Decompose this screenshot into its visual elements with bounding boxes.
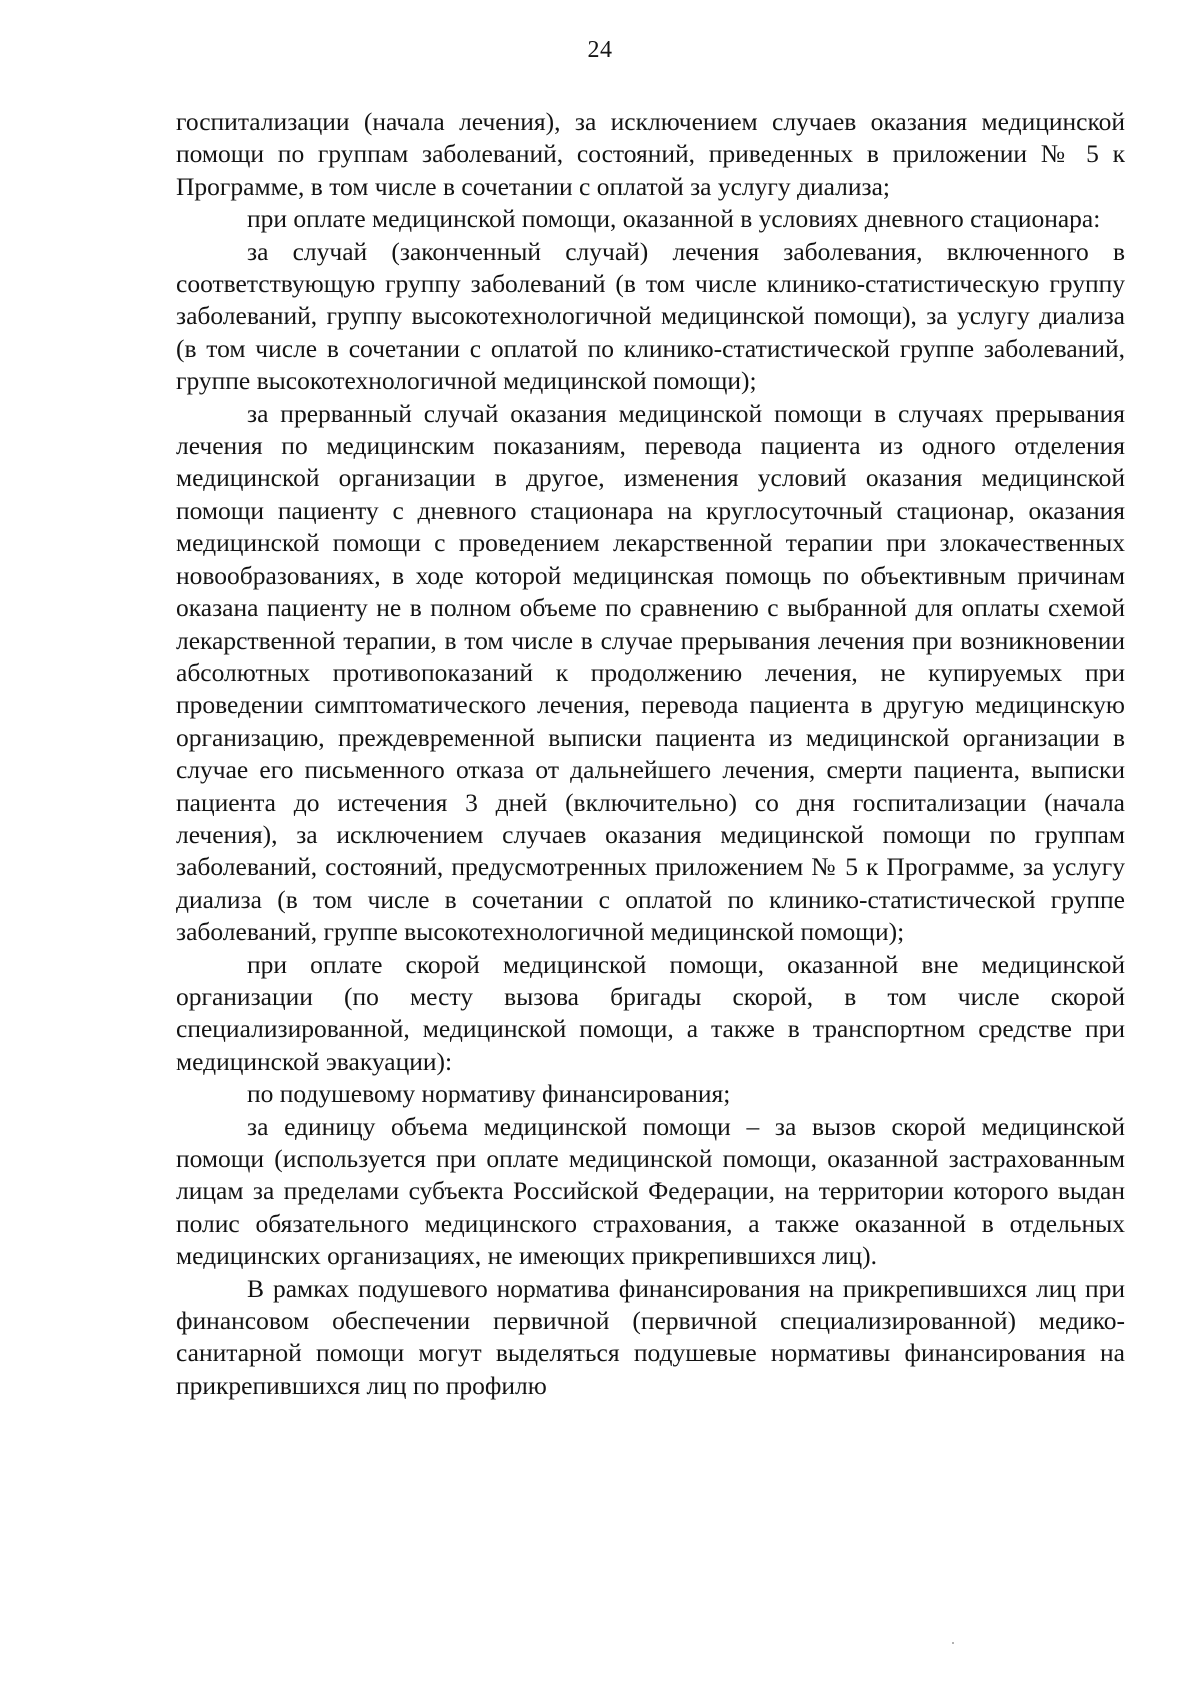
paragraph-per-capita-framework: В рамках подушевого норматива финансирования на прикрепившихся лиц при финансовом обеспечении первичной (первичной специализированной) медико-санитарной помощи могут выделяться подушевые нормативы финансирования на прикрепившихся лиц по профилю [176, 1273, 1125, 1400]
paragraph-emergency-care-payment: при оплате скорой медицинской помощи, оказанной вне медицинской организации (по месту вызова бригады скорой, в том числе скорой специализированной, медицинской помощи, а также в транспортном средстве при медицинской эвакуации): [176, 949, 1125, 1076]
paragraph-per-call-unit: за единицу объема медицинской помощи – за вызов скорой медицинской помощи (используется при оплате медицинской помощи, оказанной застрахованным лицам за пределами субъекта Российской Федерации, на территории которого выдан полис обязательного медицинского страхования, а также оказанной в отдельных медицинских организациях, не имеющих прикрепившихся лиц). [176, 1111, 1125, 1271]
document-body [176, 106, 1125, 1402]
paragraph-completed-case: за случай (законченный случай) лечения заболевания, включенного в соответствующую группу заболеваний (в том числе клинико-статистическую группу заболеваний, группу высокотехнологичной медицинской помощи), за услугу диализа (в том числе в сочетании с оплатой по клинико-статистической группе заболеваний, группе высокотехнологичной медицинской помощи); [176, 236, 1125, 396]
scan-artifact-dot [952, 1642, 954, 1644]
page-number: 24 [587, 37, 613, 63]
paragraph-interrupted-case: за прерванный случай оказания медицинской помощи в случаях прерывания лечения по медицинским показаниям, перевода пациента из одного отделения медицинской организации в другое, изменения условий оказания медицинской помощи пациенту с дневного стационара на круглосуточный стационар, оказания медицинской помощи с проведением лекарственной терапии при злокачественных новообразованиях, в ходе которой медицинская помощь по объективным причинам оказана пациенту не в полном объеме по сравнению с выбранной для оплаты схемой лекарственной терапии, в том числе в случае прерывания лечения при возникновении абсолютных противопоказаний к продолжению лечения, не купируемых при проведении симптоматического лечения, перевода пациента в другую медицинскую организацию, преждевременной выписки пациента из медицинской организации в случае его письменного отказа от дальнейшего лечения, смерти пациента, выписки пациента до истечения 3 дней (включительно) со дня госпитализации (начала лечения), за исключением случаев оказания медицинской помощи по группам заболеваний, состояний, предусмотренных приложением № 5 к Программе, за услугу диализа (в том числе в сочетании с оплатой по клинико-статистической группе заболеваний, группе высокотехнологичной медицинской помощи); [176, 398, 1125, 947]
paragraph-per-capita-standard: по подушевому нормативу финансирования; [247, 1079, 731, 1109]
paragraph-hospitalization-continuation: госпитализации (начала лечения), за исключением случаев оказания медицинской помощи по группам заболеваний, состояний, приведенных в приложении № 5 к Программе, в том числе в сочетании с оплатой за услугу диализа; [176, 107, 1125, 201]
paragraph-day-hospital-payment: при оплате медицинской помощи, оказанной в условиях дневного стационара: [247, 204, 1101, 234]
